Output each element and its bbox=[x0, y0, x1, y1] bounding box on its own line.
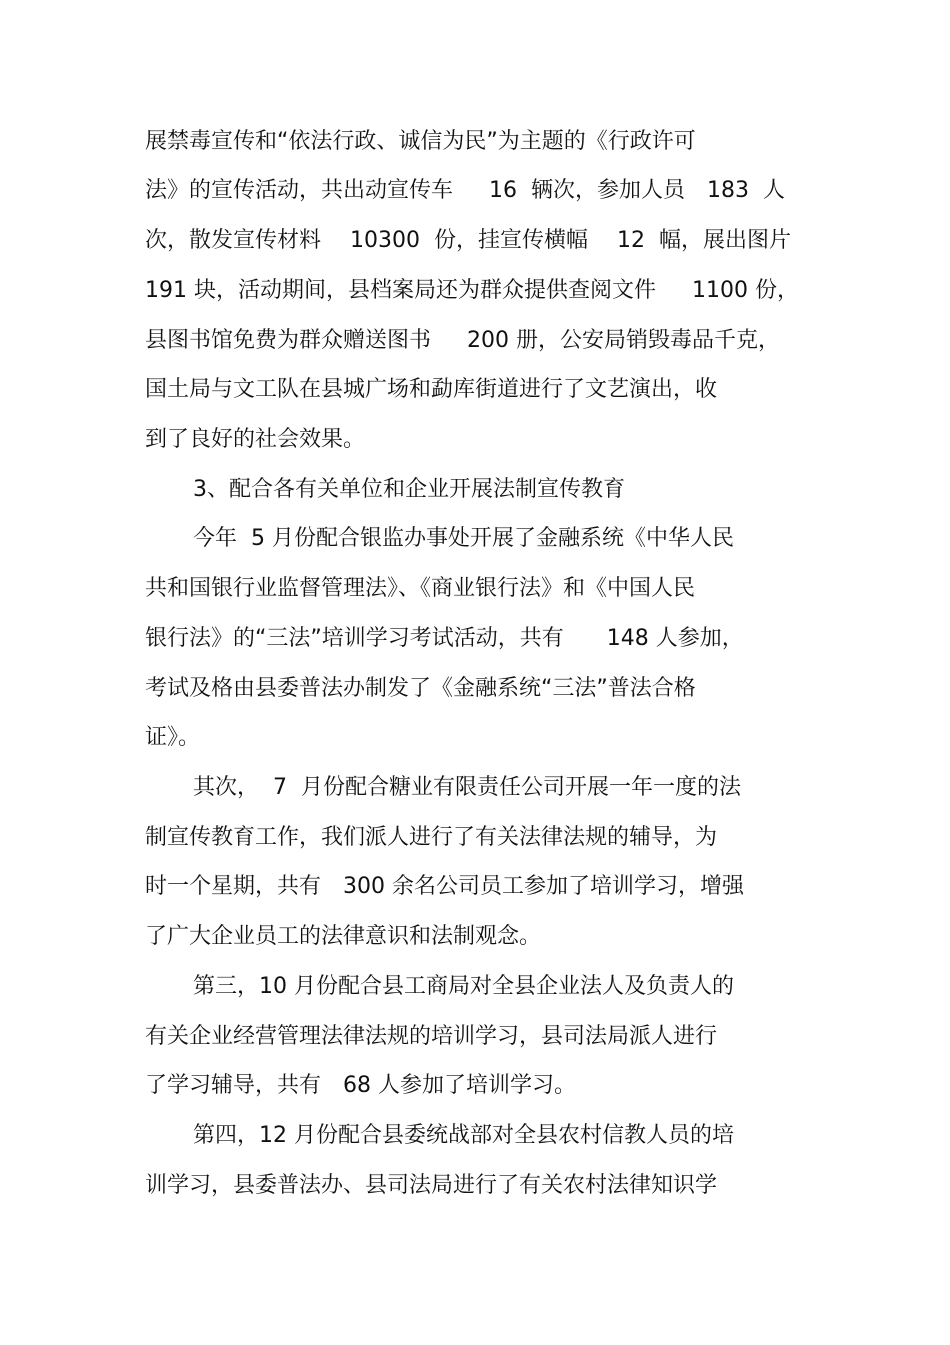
section-heading: 3、配合各有关单位和企业开展法制宣传教育 bbox=[193, 477, 625, 502]
paragraph-line: 银行法》的“三法”培训学习考试活动，共有 148 人参加， bbox=[145, 626, 744, 651]
paragraph-line: 了广大企业员工的法律意识和法制观念。 bbox=[145, 924, 542, 949]
paragraph-line: 时一个星期，共有 300 余名公司员工参加了培训学习，增强 bbox=[145, 874, 744, 899]
paragraph-line: 制宣传教育工作，我们派人进行了有关法律法规的辅导，为 bbox=[145, 825, 718, 850]
paragraph-line: 国土局与文工队在县城广场和勐库街道进行了文艺演出，收 bbox=[145, 377, 718, 402]
paragraph-line: 展禁毒宣传和“依法行政、诚信为民”为主题的《行政许可 bbox=[145, 129, 696, 154]
paragraph-line: 共和国银行业监督管理法》、《商业银行法》和《中国人民 bbox=[145, 576, 696, 601]
paragraph-line: 了学习辅导，共有 68 人参加了培训学习。 bbox=[145, 1073, 576, 1098]
paragraph-line: 第三，10 月份配合县工商局对全县企业法人及负责人的 bbox=[193, 974, 734, 999]
paragraph-line: 证》。 bbox=[145, 725, 201, 750]
paragraph-line: 有关企业经营管理法律法规的培训学习，县司法局派人进行 bbox=[145, 1024, 718, 1049]
paragraph-line: 第四，12 月份配合县委统战部对全县农村信教人员的培 bbox=[193, 1123, 734, 1148]
paragraph-line: 191 块，活动期间，县档案局还为群众提供查阅文件 1100 份， bbox=[145, 278, 799, 303]
paragraph-line: 训学习，县委普法办、县司法局进行了有关农村法律知识学 bbox=[145, 1173, 718, 1198]
paragraph-line: 到了良好的社会效果。 bbox=[145, 427, 366, 452]
paragraph-line: 考试及格由县委普法办制发了《金融系统“三法”普法合格 bbox=[145, 676, 696, 701]
paragraph-line: 法》的宣传活动，共出动宣传车 16 辆次，参加人员 183 人 bbox=[145, 178, 785, 203]
paragraph-line: 县图书馆免费为群众赠送图书 200 册，公安局销毁毒品千克， bbox=[145, 328, 780, 353]
paragraph-line: 次，散发宣传材料 10300 份，挂宣传横幅 12 幅，展出图片 bbox=[145, 228, 791, 253]
paragraph-line: 今年 5 月份配合银监办事处开展了金融系统《中华人民 bbox=[193, 526, 734, 551]
paragraph-line: 其次， 7 月份配合糖业有限责任公司开展一年一度的法 bbox=[193, 775, 741, 800]
